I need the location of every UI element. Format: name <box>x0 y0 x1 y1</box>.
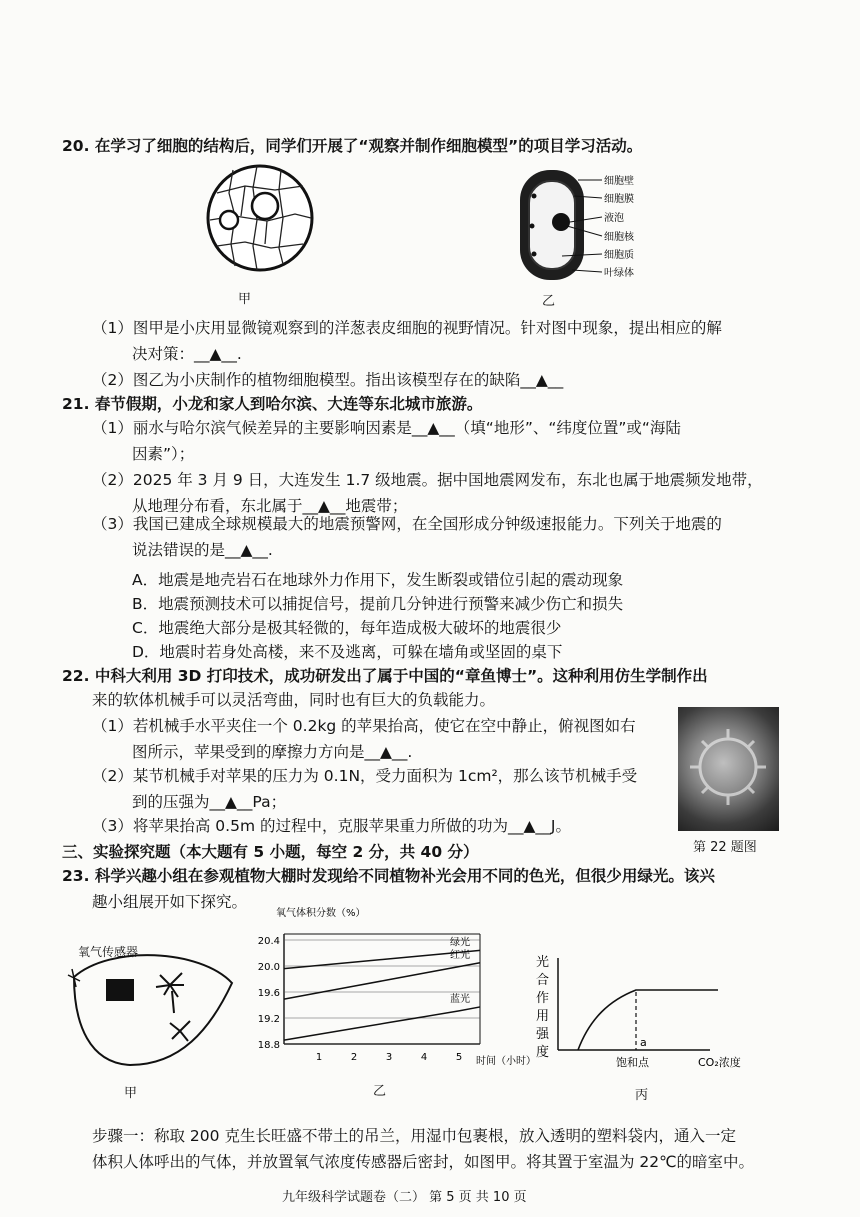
q21-option-d: D．地震时若身处高楼，来不及逃离，可躲在墙角或坚固的桌下 <box>132 643 563 661</box>
q23-step1-line2: 体积人体呼出的气体，并放置氧气浓度传感器后密封，如图甲。将其置于室温为 22℃的暗室中。 <box>92 1153 755 1171</box>
chart-series-label: 蓝光 <box>450 993 470 1005</box>
section3-heading: 三、实验探究题（本大题有 5 小题，每空 2 分，共 40 分） <box>62 843 479 861</box>
svg-text:度: 度 <box>536 1045 550 1060</box>
q23-stem-line1: 23. 科学兴趣小组在参观植物大棚时发现给不同植物补光会用不同的色光，但很少用绿光。该兴 <box>62 867 715 885</box>
oxygen-line-chart <box>240 904 536 1082</box>
page-footer: 九年级科学试题卷（二） 第 5 页 共 10 页 <box>282 1190 527 1205</box>
q20-sub1-line2: 决对策：__▲__. <box>132 345 242 363</box>
q20-fig-jia-caption: 甲 <box>238 292 252 307</box>
cell-label-wall: 细胞壁 <box>604 176 634 187</box>
bing-xlabel: CO₂浓度 <box>698 1056 741 1069</box>
chart-xtick-label: 5 <box>455 1052 463 1063</box>
q22-stem-line2: 来的软体机械手可以灵活弯曲，同时也有巨大的负载能力。 <box>92 691 496 709</box>
chart-ytick-label: 18.8 <box>257 1040 280 1051</box>
q21-option-a: A．地震是地壳岩石在地球外力作用下，发生断裂或错位引起的震动现象 <box>132 571 624 589</box>
chart-xtick-label: 1 <box>315 1052 323 1063</box>
q21-sub1-line1: （1）丽水与哈尔滨气候差异的主要影响因素是__▲__（填“地形”、“纬度位置”或“海陆 <box>92 419 681 437</box>
q22-sub1-line1: （1）若机械手水平夹住一个 0.2kg 的苹果抬高，使它在空中静止，俯视图如右 <box>92 717 636 735</box>
plant-cell-model <box>512 166 672 288</box>
cell-label-membrane: 细胞膜 <box>604 194 634 205</box>
q23-fig-bing-caption: 丙 <box>635 1088 649 1103</box>
svg-text:强: 强 <box>536 1027 550 1042</box>
chart-ytick-label: 19.2 <box>257 1014 280 1025</box>
svg-text:用: 用 <box>536 1009 550 1024</box>
chart-ytick-label: 20.0 <box>257 962 280 973</box>
q22-sub1-line2: 图所示，苹果受到的摩擦力方向是__▲__. <box>132 743 413 761</box>
chart-xtick-label: 3 <box>385 1052 393 1063</box>
chart-xlabel: 时间（小时） <box>476 1056 536 1067</box>
robot-hand-photo <box>678 707 779 831</box>
chart-series-line <box>284 1007 480 1040</box>
q21-sub1-line2: 因素”）； <box>132 445 195 463</box>
q22-sub2-line1: （2）某节机械手对苹果的压力为 0.1N，受力面积为 1cm²，那么该节机械手受 <box>92 767 638 785</box>
chart-xtick-label: 4 <box>420 1052 428 1063</box>
q23-step1-line1: 步骤一：称取 200 克生长旺盛不带土的吊兰，用湿巾包裹根，放入透明的塑料袋内，通入一定 <box>92 1127 736 1145</box>
q20-fig-yi-caption: 乙 <box>542 294 556 309</box>
q22-fig-caption: 第 22 题图 <box>693 840 757 855</box>
q20-stem: 20. 在学习了细胞的结构后，同学们开展了“观察并制作细胞模型”的项目学习活动。 <box>62 137 643 155</box>
bing-ylabel <box>536 954 550 1060</box>
q21-sub2-line2: 从地理分布看，东北属于__▲__地震带； <box>132 497 408 515</box>
chart-series <box>284 935 480 1040</box>
bing-curve <box>578 990 718 1050</box>
photosynthesis-curve <box>530 948 760 1078</box>
q23-fig-yi-caption: 乙 <box>373 1084 387 1099</box>
q21-option-c: C．地震绝大部分是极其轻微的，每年造成极大破坏的地震很少 <box>132 619 562 637</box>
chart-series-label: 红光 <box>450 949 470 961</box>
onion-cell-micrograph <box>205 158 315 283</box>
bing-a-label: a <box>640 1036 647 1049</box>
cell-label-chloroplast: 叶绿体 <box>604 268 634 279</box>
q21-sub2-line1: （2）2025 年 3 月 9 日，大连发生 1.7 级地震。据中国地震网发布，东北也属于地震频发地带， <box>92 471 763 489</box>
chart-ytick-label: 20.4 <box>257 936 280 947</box>
q22-sub3: （3）将苹果抬高 0.5m 的过程中，克服苹果重力所做的功为__▲__J。 <box>92 817 571 835</box>
q21-sub3-line2: 说法错误的是__▲__. <box>132 541 273 559</box>
cell-label-vacuole: 液泡 <box>604 213 624 224</box>
q23-fig-jia-caption: 甲 <box>124 1086 138 1101</box>
q21-sub3-line1: （3）我国已建成全球规模最大的地震预警网，在全国形成分钟级速报能力。下列关于地震的 <box>92 515 722 533</box>
q20-sub2: （2）图乙为小庆制作的植物细胞模型。指出该模型存在的缺陷__▲__ <box>92 371 564 389</box>
gear-shape <box>678 707 779 831</box>
chart-ytick-label: 19.6 <box>257 988 280 999</box>
bing-saturation-label: 饱和点 <box>616 1056 649 1069</box>
chart-xtick-label: 2 <box>350 1052 358 1063</box>
chart-series-label: 绿光 <box>450 937 470 949</box>
q22-stem-line1: 22. 中科大利用 3D 打印技术，成功研发出了属于中国的“章鱼博士”。这种利用仿生学制作出 <box>62 667 708 685</box>
q23-stem-line2: 趣小组展开如下探究。 <box>92 893 248 911</box>
cell-label-cytoplasm: 细胞质 <box>604 250 634 261</box>
oxygen-sensor-label: 氧气传感器 <box>78 945 139 959</box>
svg-text:合: 合 <box>536 973 550 988</box>
svg-text:作: 作 <box>536 991 550 1006</box>
q22-sub2-line2: 到的压强为__▲__Pa； <box>132 793 287 811</box>
cell-label-nucleus: 细胞核 <box>604 232 634 243</box>
chart-ylabel: 氧气体积分数（%） <box>276 908 366 919</box>
q21-stem: 21. 春节假期，小龙和家人到哈尔滨、大连等东北城市旅游。 <box>62 395 483 413</box>
svg-text:光: 光 <box>536 955 550 970</box>
q21-option-b: B．地震预测技术可以捕捉信号，提前几分钟进行预警来减少伤亡和损失 <box>132 595 624 613</box>
q20-sub1-line1: （1）图甲是小庆用显微镜观察到的洋葱表皮细胞的视野情况。针对图中现象，提出相应的解 <box>92 319 722 337</box>
